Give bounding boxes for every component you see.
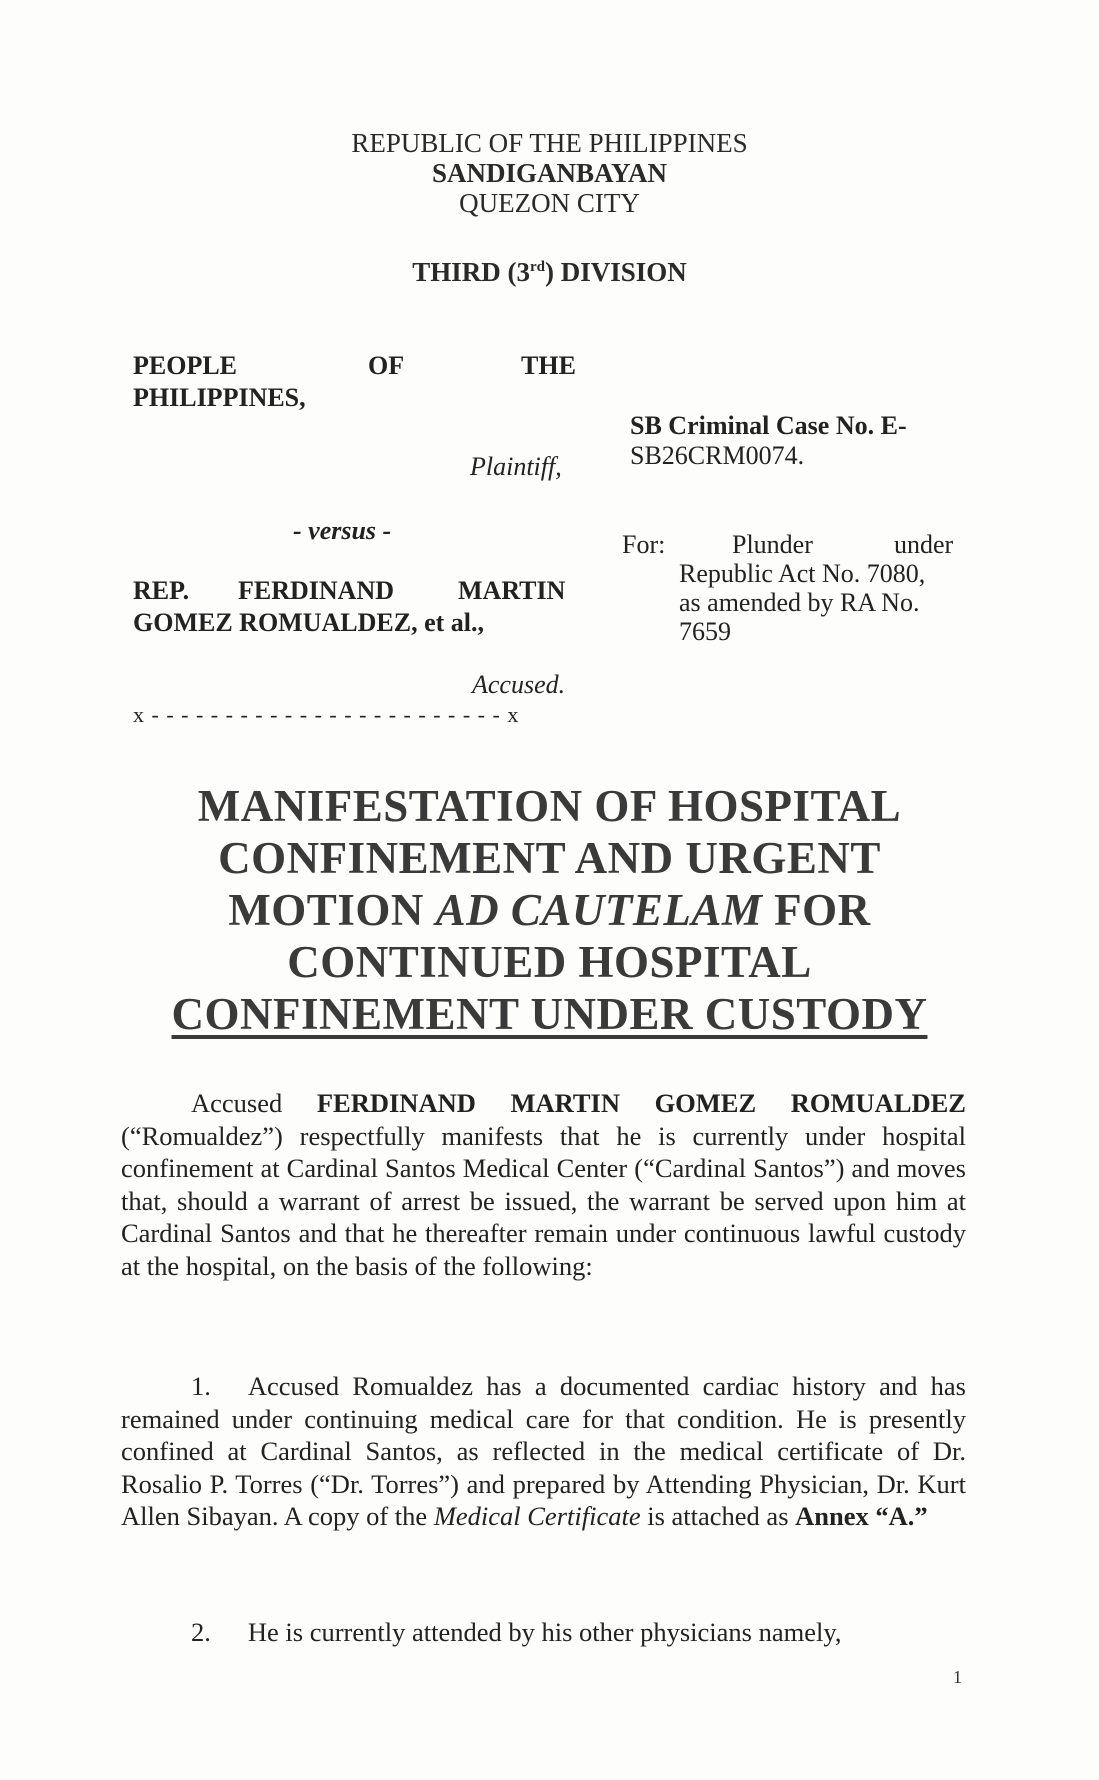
republic-heading: REPUBLIC OF THE PHILIPPINES <box>351 128 748 158</box>
plaintiff-role: Plaintiff, <box>470 452 562 481</box>
title-line-4: CONTINUED HOSPITAL <box>287 937 812 987</box>
court-city: QUEZON CITY <box>459 188 640 218</box>
title-line-2: CONFINEMENT AND URGENT <box>218 833 881 883</box>
plaintiff-word-1: PEOPLE <box>133 351 238 380</box>
title-line-1: MANIFESTATION OF HOSPITAL <box>197 781 902 831</box>
paragraph-2-text: He is currently attended by his other physicians namely, <box>247 1617 842 1647</box>
accused-role: Accused. <box>472 670 566 699</box>
accused-word-2: FERDINAND <box>238 576 394 605</box>
paragraph-1-italic: Medical Certificate <box>433 1501 641 1531</box>
intro-text-1: Accused <box>191 1088 317 1118</box>
versus-label: - versus - <box>293 516 392 545</box>
plaintiff-word-3: THE <box>521 351 576 380</box>
offense-line-2: Republic Act No. 7080, <box>679 559 926 588</box>
caption-separator: x - - - - - - - - - - - - - - - - - - - - - - - - x <box>133 702 520 727</box>
paragraph-1-number: 1. <box>191 1371 211 1401</box>
page-number: 1 <box>953 1667 962 1687</box>
accused-line-2: GOMEZ ROMUALDEZ, et al., <box>133 608 484 637</box>
offense-line-4: 7659 <box>679 617 731 646</box>
division-heading <box>0 252 1099 288</box>
accused-name: FERDINAND MARTIN GOMEZ ROMUALDEZ <box>316 1088 966 1118</box>
plaintiff-word-2: OF <box>368 351 405 380</box>
offense-word-1: Plunder <box>732 530 813 559</box>
offense-word-2: under <box>894 530 954 559</box>
division-post: ) DIVISION <box>544 257 687 287</box>
annex-reference: Annex “A.” <box>795 1501 928 1531</box>
intro-paragraph <box>121 1087 966 1282</box>
title-line-3-italic: AD CAUTELAM <box>435 885 763 935</box>
paragraph-1 <box>121 1370 966 1533</box>
title-line-3-post: FOR <box>762 885 871 935</box>
offense-line-3: as amended by RA No. <box>679 588 920 617</box>
title-line-5: CONFINEMENT UNDER CUSTODY <box>171 989 928 1039</box>
title-line-3 <box>0 884 1099 936</box>
paragraph-2-number: 2. <box>191 1617 211 1647</box>
for-label: For: <box>622 530 666 559</box>
paragraph-2 <box>121 1616 966 1649</box>
case-number-line-2: SB26CRM0074. <box>630 441 805 470</box>
division-pre: THIRD (3 <box>412 257 530 287</box>
paragraph-1-text-1: Accused Romualdez has a documented cardiac history and has remained under continuing medical care for that condition. He is presently confined at Cardinal Santos, as reflected in the medical certificate of Dr. Rosalio P. Torres (“Dr. Torres”) and prepared by Attending Physician, Dr. Kurt Allen Sibayan. A copy of the <box>121 1371 966 1531</box>
accused-word-3: MARTIN <box>458 576 566 605</box>
title-line-3-pre: MOTION <box>228 885 436 935</box>
intro-text-2: (“Romualdez”) respectfully manifests that he is currently under hospital confinement at Cardinal Santos Medical Center (“Cardinal Santos”) and moves that, should a warrant of arrest be issued, the warrant be served upon him at Cardinal Santos and that he thereafter remain under continuous lawful custody at the hospital, on the basis of the following: <box>121 1120 966 1281</box>
plaintiff-line-2: PHILIPPINES, <box>133 383 306 412</box>
court-name: SANDIGANBAYAN <box>431 158 668 188</box>
paragraph-1-text-2: is attached as <box>640 1501 796 1531</box>
case-number-line-1: SB Criminal Case No. E- <box>630 411 907 440</box>
accused-word-1: REP. <box>133 576 190 605</box>
division-sup: rd <box>529 259 545 275</box>
